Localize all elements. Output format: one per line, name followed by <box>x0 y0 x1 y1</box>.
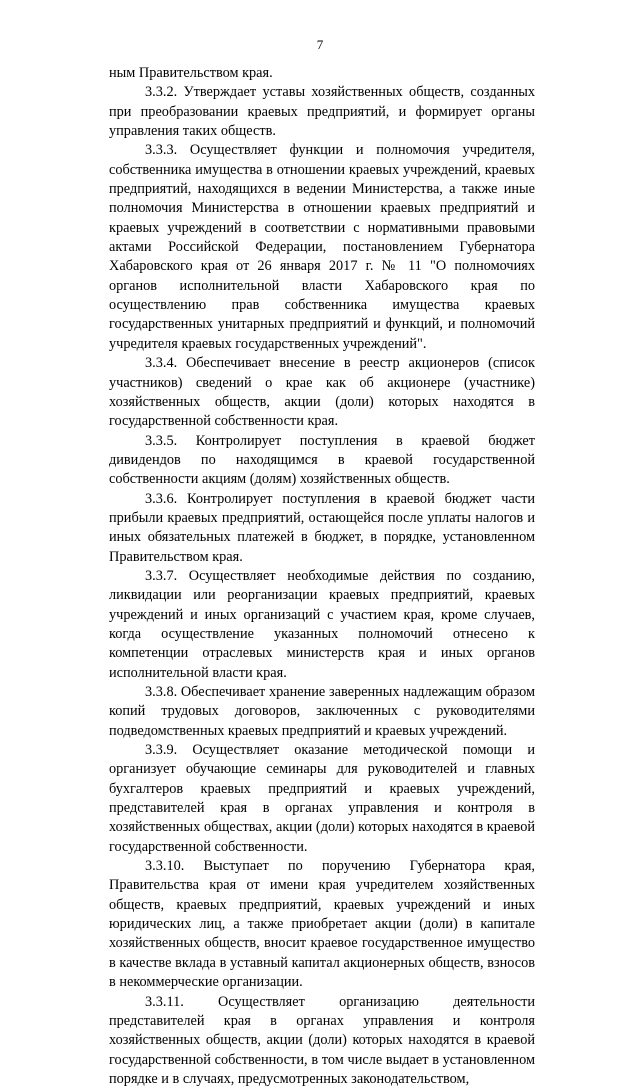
paragraph-3-3-10: 3.3.10. Выступает по поручению Губернатора края, Правительства края от имени края учредителем хозяйственных обществ, краевых предприятий, краевых учреждений и иных юридических лиц, а также приобретает акции (доли) в капитале хозяйственных обществ, вносит краевое государственное имущество в качестве вклада в уставный капитал акционерных обществ, взносов в некоммерческие организации. <box>109 857 535 992</box>
paragraph-3-3-9: 3.3.9. Осуществляет оказание методической помощи и организует обучающие семинары для руководителей и главных бухгалтеров краевых предприятий и краевых учреждений, представителей края в органах управления и контроля в хозяйственных обществах, акции (доли) которых находятся в краевой государственной собственности. <box>109 741 535 857</box>
paragraph-continuation: ным Правительством края. <box>109 64 535 83</box>
paragraph-3-3-8: 3.3.8. Обеспечивает хранение заверенных надлежащим образом копий трудовых договоров, заключенных с руководителями подведомственных краевых предприятий и краевых учреждений. <box>109 683 535 741</box>
paragraph-3-3-6: 3.3.6. Контролирует поступления в краевой бюджет части прибыли краевых предприятий, остающейся после уплаты налогов и иных обязательных платежей в бюджет, в порядке, установленном Правительством края. <box>109 490 535 567</box>
document-body <box>109 64 535 1089</box>
paragraph-3-3-4: 3.3.4. Обеспечивает внесение в реестр акционеров (список участников) сведений о крае как об акционере (участнике) хозяйственных обществ, акции (доли) которых находятся в государственной собственности края. <box>109 354 535 431</box>
paragraph-3-3-7: 3.3.7. Осуществляет необходимые действия по созданию, ликвидации или реорганизации краевых предприятий, краевых учреждений и иных организаций с участием края, кроме случаев, когда осуществление указанных полномочий отнесено к компетенции отраслевых министерств края и иных органов исполнительной власти края. <box>109 567 535 683</box>
page-number: 7 <box>0 37 640 53</box>
paragraph-3-3-5: 3.3.5. Контролирует поступления в краевой бюджет дивидендов по находящимся в краевой государственной собственности акциям (долям) хозяйственных обществ. <box>109 432 535 490</box>
paragraph-3-3-11: 3.3.11. Осуществляет организацию деятельности представителей края в органах управления и контроля хозяйственных обществ, акции (доли) которых находятся в краевой государственной собственности, в том числе выдает в установленном порядке и в случаях, предусмотренных законодательством, <box>109 993 535 1089</box>
paragraph-3-3-3: 3.3.3. Осуществляет функции и полномочия учредителя, собственника имущества в отношении краевых учреждений, краевых предприятий, находящихся в ведении Министерства, а также иные полномочия Министерства в отношении краевых предприятий и краевых учреждений в соответствии с нормативными правовыми актами Российской Федерации, постановлением Губернатора Хабаровского края от 26 января 2017 г. № 11 "О полномочиях органов исполнительной власти Хабаровского края по осуществлению прав собственника имущества краевых государственных унитарных предприятий и функций, и полномочий учредителя краевых государственных учреждений". <box>109 141 535 354</box>
paragraph-3-3-2: 3.3.2. Утверждает уставы хозяйственных обществ, созданных при преобразовании краевых предприятий, и формирует органы управления таких обществ. <box>109 83 535 141</box>
